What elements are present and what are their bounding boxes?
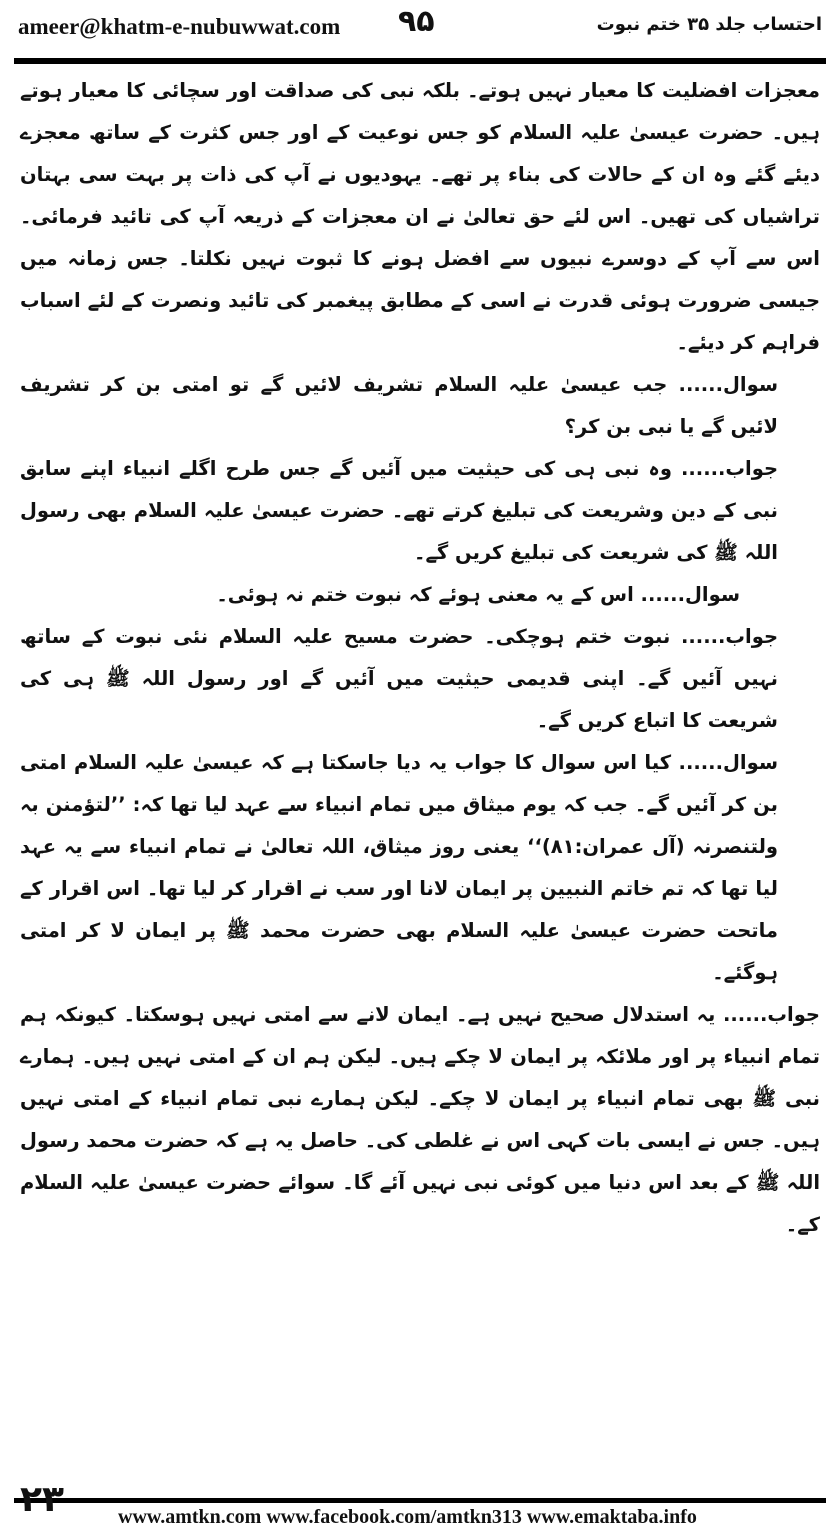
footer-rule	[14, 1498, 826, 1503]
paragraph-answer: جواب...... وہ نبی ہی کی حیثیت میں آئیں گے جس طرح اگلے انبیاء اپنے سابق نبی کے دین وشریعت کی تبلیغ کرتے تھے۔ حضرت عیسیٰ علیہ السلام بھی رسول اللہ ﷺ کی شریعت کی تبلیغ کریں گے۔	[20, 457, 778, 564]
paragraph-answer: جواب...... نبوت ختم ہوچکی۔ حضرت مسیح علیہ السلام نئی نبوت کے ساتھ نہیں آئیں گے۔ اپنی قدیمی حیثیت میں آئیں گے اور رسول اللہ ﷺ ہی کی شریعت کا اتباع کریں گے۔	[20, 625, 778, 732]
body-text	[20, 70, 820, 1460]
book-title: احتساب جلد ۳۵ ختم نبوت	[596, 14, 822, 35]
volume-marker: ۲۳	[20, 1479, 64, 1520]
paragraph-answer: جواب...... یہ استدلال صحیح نہیں ہے۔ ایمان لانے سے امتی نہیں ہوسکتا۔ کیونکہ ہم تمام انبیاء پر اور ملائکہ پر ایمان لا چکے ہیں۔ لیکن ہم ان کے امتی نہیں ہیں۔ ہمارے نبی ﷺ بھی تمام انبیاء پر ایمان لا چکے۔ لیکن ہمارے نبی تمام انبیاء کے امتی نہیں ہیں۔ جس نے ایسی بات کہی اس نے غلطی کی۔ حاصل یہ ہے کہ حضرت محمد رسول اللہ ﷺ کے بعد اس دنیا میں کوئی نبی نہیں آئے گا۔ سوائے حضرت عیسیٰ علیہ السلام کے۔	[20, 1003, 820, 1236]
page-footer	[0, 1478, 840, 1540]
page-header	[0, 0, 840, 70]
header-email: ameer@khatm-e-nubuwwat.com	[18, 14, 341, 39]
paragraph-question: سوال...... جب عیسیٰ علیہ السلام تشریف لائیں گے تو امتی بن کر تشریف لائیں گے یا نبی بن کر؟	[20, 373, 778, 438]
header-rule	[14, 58, 826, 64]
paragraph-question: سوال...... اس کے یہ معنی ہوئے کہ نبوت ختم نہ ہوئی۔	[216, 583, 740, 606]
footer-urls: www.amtkn.com www.facebook.com/amtkn313 www.emaktaba.info	[118, 1506, 697, 1528]
page-number: ۹۵	[398, 4, 435, 39]
paragraph: معجزات افضلیت کا معیار نہیں ہوتے۔ بلکہ نبی کی صداقت اور سچائی کا معیار ہوتے ہیں۔ حضرت عیسیٰ علیہ السلام کو جس نوعیت کے اور جس کثرت کے ساتھ معجزے دیئے گئے وہ ان کے حالات کی بناء پر تھے۔ یہودیوں نے آپ کی ذات پر بہت سی بہتان تراشیاں کی تھیں۔ اس لئے حق تعالیٰ نے ان معجزات کے ذریعہ آپ کی تائید فرمائی۔ اس سے آپ کے دوسرے نبیوں سے افضل ہونے کا ثبوت نہیں نکلتا۔ جس زمانہ میں جیسی ضرورت ہوئی قدرت نے اسی کے مطابق پیغمبر کی تائید ونصرت کے لئے اسباب فراہم کر دیئے۔	[20, 79, 820, 354]
paragraph-question: سوال...... کیا اس سوال کا جواب یہ دیا جاسکتا ہے کہ عیسیٰ علیہ السلام امتی بن کر آئیں گے۔ جب کہ یوم میثاق میں تمام انبیاء سے عہد لیا تھا کہ: ’’لتؤمنن بہ ولتنصرنہ (آل عمران:۸۱)‘‘ یعنی روز میثاق، اللہ تعالیٰ نے تمام انبیاء سے یہ عہد لیا تھا کہ تم خاتم النبیین پر ایمان لانا اور سب نے اقرار کر لیا تھا۔ اس اقرار کے ماتحت حضرت عیسیٰ علیہ السلام بھی حضرت محمد ﷺ پر ایمان لا کر امتی ہوگئے۔	[20, 751, 779, 984]
